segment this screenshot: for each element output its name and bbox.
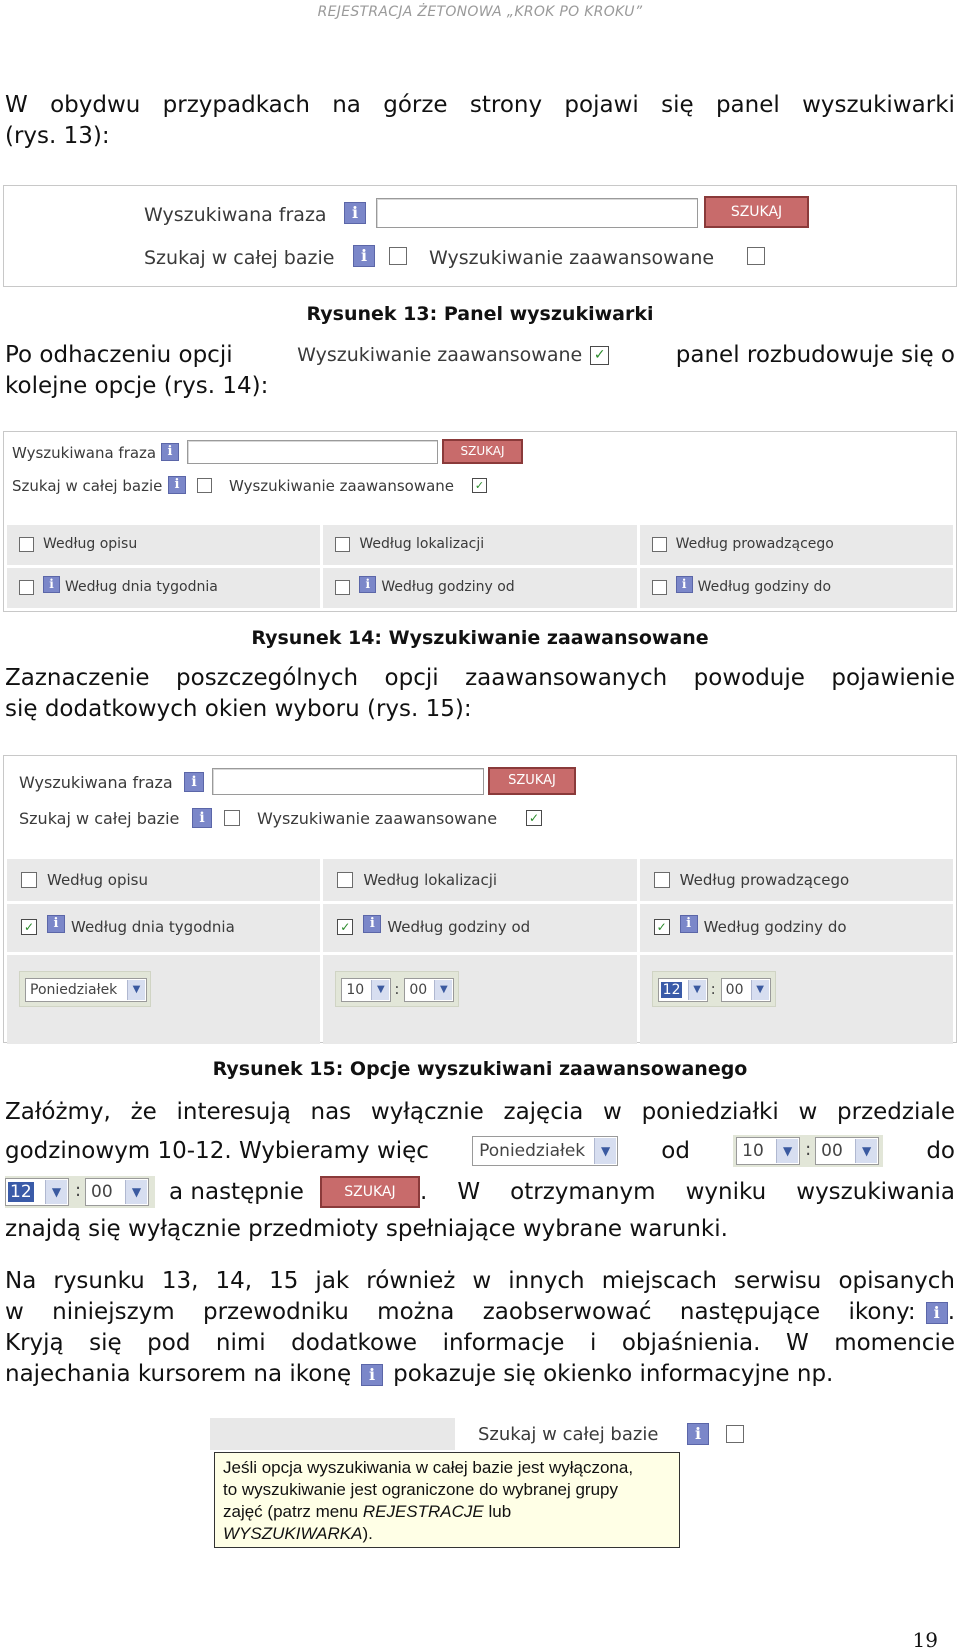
paragraph-text: . W otrzymanym wyniku wyszukiwania xyxy=(419,1179,955,1205)
tooltip-text: to wyszukiwanie jest ograniczone do wybranej grupy xyxy=(223,1480,618,1499)
by-hour-to-checkbox[interactable] xyxy=(652,580,667,595)
info-icon[interactable]: i xyxy=(687,1423,709,1445)
hour-to-value: 12 xyxy=(10,1182,32,1202)
tooltip-text: zajęć (patrz menu xyxy=(223,1502,363,1521)
weekday-select-inline[interactable] xyxy=(472,1136,618,1166)
search-button[interactable]: SZUKAJ xyxy=(442,439,523,464)
by-description-checkbox[interactable] xyxy=(19,537,34,552)
info-icon[interactable]: i xyxy=(47,915,65,933)
advanced-search-checkbox-checked[interactable] xyxy=(590,346,609,365)
search-phrase-input[interactable] xyxy=(212,768,484,795)
hour-to-inline xyxy=(5,1176,155,1208)
option-by-location xyxy=(323,525,636,565)
search-button-inline[interactable]: SZUKAJ xyxy=(320,1176,420,1208)
info-icon[interactable]: i xyxy=(359,576,376,593)
word: panel xyxy=(715,92,780,118)
paragraph-text: Kryją się pod nimi dodatkowe informacje i objaśnienia. W momencie xyxy=(5,1330,955,1356)
option-by-description xyxy=(7,859,320,901)
paragraph-text: się dodatkowych okien wyboru (rys. 15): xyxy=(5,696,472,722)
by-description-label: Według opisu xyxy=(43,536,138,552)
search-phrase-input[interactable] xyxy=(187,440,438,464)
by-hour-to-checkbox-checked[interactable] xyxy=(654,919,670,935)
advanced-search-checkbox[interactable] xyxy=(747,247,765,265)
by-location-checkbox[interactable] xyxy=(335,537,350,552)
option-by-weekday xyxy=(7,904,320,952)
weekday-select-value: Poniedziałek xyxy=(30,982,118,998)
by-location-label: Według lokalizacji xyxy=(359,536,485,552)
by-hour-from-label: Według godziny od xyxy=(387,918,531,936)
tooltip-menu-name: REJESTRACJE xyxy=(362,1502,484,1521)
advanced-options-grid xyxy=(4,856,956,1041)
paragraph-text: pokazuje się okienko informacyjne np. xyxy=(393,1361,834,1387)
chevron-down-icon: ▼ xyxy=(45,1180,67,1204)
select-frame xyxy=(19,971,151,1007)
chevron-down-icon: ▼ xyxy=(751,980,769,1000)
minute-from-value: 00 xyxy=(409,982,428,998)
option-by-location xyxy=(323,859,636,901)
search-all-checkbox[interactable] xyxy=(389,247,407,265)
option-by-lecturer xyxy=(640,525,953,565)
search-all-label: Szukaj w całej bazie xyxy=(478,1424,659,1445)
advanced-search-label: Wyszukiwanie zaawansowane xyxy=(297,344,583,366)
chevron-down-icon: ▼ xyxy=(855,1139,877,1163)
tooltip-text: ). xyxy=(362,1524,373,1543)
hour-from-select[interactable] xyxy=(736,1137,800,1165)
paragraph-4 xyxy=(5,1094,955,1246)
hour-to-select[interactable] xyxy=(5,1178,69,1206)
word: wyszukiwarki xyxy=(802,92,955,118)
info-icon[interactable]: i xyxy=(680,915,698,933)
by-weekday-label: Według dnia tygodnia xyxy=(65,579,218,595)
search-all-checkbox[interactable] xyxy=(726,1425,744,1443)
by-hour-to-label: Według godziny do xyxy=(697,579,832,595)
paragraph-text: znajdą się wyłącznie przedmioty spełniające wybrane warunki. xyxy=(5,1216,728,1242)
figure-14-advanced-search xyxy=(3,431,957,612)
figure-13-caption: Rysunek 13: Panel wyszukiwarki xyxy=(306,303,654,325)
minute-to-select[interactable] xyxy=(85,1178,149,1206)
hour-from-value: 10 xyxy=(346,982,365,998)
minute-to-value: 00 xyxy=(91,1182,113,1202)
option-by-hour-from xyxy=(323,904,636,952)
paragraph-text: Na rysunku 13, 14, 15 jak również w innych miejscach serwisu opisanych xyxy=(5,1268,955,1294)
minute-to-select[interactable] xyxy=(721,978,771,1002)
info-icon[interactable]: i xyxy=(168,476,186,494)
tooltip-text: lub xyxy=(483,1502,512,1521)
paragraph-text: najechania kursorem na ikonę xyxy=(5,1361,352,1387)
advanced-search-checkbox-checked[interactable] xyxy=(526,810,542,826)
paragraph-text: a następnie xyxy=(169,1179,304,1205)
paragraph-text: Zaznaczenie poszczególnych opcji zaawansowanych powoduje pojawienie xyxy=(5,665,955,691)
search-button[interactable]: SZUKAJ xyxy=(704,196,809,228)
paragraph-text: godzinowym 10-12. Wybieramy więc xyxy=(5,1138,429,1164)
word: górze xyxy=(383,92,448,118)
hour-to-select[interactable] xyxy=(658,978,708,1002)
option-by-hour-to xyxy=(640,568,953,608)
tooltip-text xyxy=(223,1523,671,1545)
word: pojawi xyxy=(564,92,639,118)
info-icon[interactable]: i xyxy=(361,1364,383,1386)
paragraph-text: Po odhaczeniu opcji xyxy=(5,342,233,368)
minute-to-value: 00 xyxy=(725,982,744,998)
info-icon[interactable]: i xyxy=(676,576,693,593)
search-button[interactable]: SZUKAJ xyxy=(488,767,576,795)
paragraph-text: od xyxy=(661,1138,690,1164)
hour-from-value: 10 xyxy=(742,1141,764,1161)
search-all-label: Szukaj w całej bazie xyxy=(12,477,163,495)
by-lecturer-checkbox[interactable] xyxy=(654,872,670,888)
word: na xyxy=(332,92,361,118)
chevron-down-icon: ▼ xyxy=(594,1138,616,1164)
minute-from-value: 00 xyxy=(821,1141,843,1161)
word: W xyxy=(5,92,28,118)
info-icon[interactable]: i xyxy=(344,202,366,224)
by-hour-from-checkbox[interactable] xyxy=(335,580,350,595)
chevron-down-icon: ▼ xyxy=(125,1180,147,1204)
word: przypadkach xyxy=(162,92,310,118)
tooltip-text xyxy=(223,1501,671,1523)
info-icon[interactable]: i xyxy=(363,915,381,933)
word: obydwu xyxy=(50,92,141,118)
chevron-down-icon: ▼ xyxy=(371,980,389,1000)
hour-from-select[interactable] xyxy=(341,978,391,1002)
advanced-search-label: Wyszukiwanie zaawansowane xyxy=(257,809,498,828)
select-frame xyxy=(335,971,459,1007)
advanced-search-label: Wyszukiwanie zaawansowane xyxy=(229,477,455,495)
info-icon[interactable]: i xyxy=(353,245,375,267)
hour-from-inline xyxy=(733,1135,883,1167)
info-tooltip xyxy=(214,1452,680,1548)
paragraph-text: do xyxy=(926,1138,955,1164)
minute-from-select[interactable] xyxy=(815,1137,879,1165)
figure-13-search-panel xyxy=(3,185,957,287)
phrase-label: Wyszukiwana fraza xyxy=(144,204,327,226)
paragraph-text: . xyxy=(947,1299,955,1325)
by-hour-from-label: Według godziny od xyxy=(381,579,515,595)
option-by-lecturer xyxy=(640,859,953,901)
paragraph-text: w niniejszym przewodniku można zaobserwować następujące ikony: xyxy=(5,1299,916,1325)
by-lecturer-checkbox[interactable] xyxy=(652,537,667,552)
paragraph-3 xyxy=(5,663,955,725)
hour-from-select-cell xyxy=(323,955,636,1044)
figure-background xyxy=(210,1418,455,1450)
by-lecturer-label: Według prowadzącego xyxy=(675,536,834,552)
by-lecturer-label: Według prowadzącego xyxy=(679,871,850,889)
by-weekday-label: Według dnia tygodnia xyxy=(71,918,235,936)
chevron-down-icon: ▼ xyxy=(688,980,706,1000)
by-description-label: Według opisu xyxy=(47,871,148,889)
advanced-options-grid xyxy=(4,522,956,610)
paragraph-2 xyxy=(5,340,955,402)
info-icon[interactable]: i xyxy=(161,443,179,461)
document-header: REJESTRACJA ŻETONOWA „KROK PO KROKU” xyxy=(317,4,643,20)
chevron-down-icon: ▼ xyxy=(434,980,452,1000)
paragraph-5 xyxy=(5,1266,955,1390)
hour-to-value: 12 xyxy=(662,982,681,998)
time-separator: : xyxy=(805,1139,812,1160)
phrase-label: Wyszukiwana fraza xyxy=(19,773,173,792)
chevron-down-icon: ▼ xyxy=(127,980,145,1000)
figure-15-advanced-options xyxy=(3,755,957,1043)
paragraph-text: Załóżmy, że interesują nas wyłącznie zajęcia w poniedziałki w przedziale xyxy=(5,1099,955,1125)
option-by-weekday xyxy=(7,568,320,608)
weekday-select-value: Poniedziałek xyxy=(479,1141,586,1161)
tooltip-menu-name: WYSZUKIWARKA xyxy=(223,1524,363,1543)
minute-from-select[interactable] xyxy=(404,978,454,1002)
hour-to-select-cell xyxy=(640,955,953,1044)
search-phrase-input[interactable] xyxy=(376,198,698,228)
info-icon[interactable]: i xyxy=(184,772,204,792)
intro-paragraph xyxy=(5,90,955,152)
paragraph-text: (rys. 13): xyxy=(5,123,110,149)
inline-advanced-option xyxy=(297,340,609,371)
time-separator: : xyxy=(75,1180,82,1201)
search-all-checkbox[interactable] xyxy=(224,810,240,826)
by-location-label: Według lokalizacji xyxy=(363,871,498,889)
figure-15-caption: Rysunek 15: Opcje wyszukiwani zaawansowanego xyxy=(212,1058,748,1080)
weekday-select-cell xyxy=(7,955,320,1044)
by-location-checkbox[interactable] xyxy=(337,872,353,888)
chevron-down-icon: ▼ xyxy=(776,1139,798,1163)
search-all-checkbox[interactable] xyxy=(197,478,212,493)
search-all-label: Szukaj w całej bazie xyxy=(19,809,180,828)
search-all-label: Szukaj w całej bazie xyxy=(144,247,335,269)
tooltip-example-figure xyxy=(210,1418,750,1563)
select-frame xyxy=(652,971,776,1007)
time-separator: : xyxy=(710,980,716,998)
info-icon[interactable]: i xyxy=(43,576,60,593)
word: strony xyxy=(469,92,543,118)
by-hour-from-checkbox-checked[interactable] xyxy=(337,919,353,935)
option-by-description xyxy=(7,525,320,565)
advanced-search-checkbox-checked[interactable] xyxy=(472,478,487,493)
page-number: 19 xyxy=(912,1628,938,1650)
by-weekday-checkbox[interactable] xyxy=(19,580,34,595)
time-separator: : xyxy=(394,980,400,998)
by-weekday-checkbox-checked[interactable] xyxy=(21,919,37,935)
paragraph-text: panel rozbudowuje się o xyxy=(675,342,955,368)
option-by-hour-from xyxy=(323,568,636,608)
info-icon[interactable]: i xyxy=(926,1302,948,1324)
word: się xyxy=(661,92,694,118)
by-description-checkbox[interactable] xyxy=(21,872,37,888)
figure-14-caption: Rysunek 14: Wyszukiwanie zaawansowane xyxy=(251,627,709,649)
by-hour-to-label: Według godziny do xyxy=(703,918,847,936)
tooltip-text: Jeśli opcja wyszukiwania w całej bazie jest wyłączona, xyxy=(223,1458,634,1477)
paragraph-text: kolejne opcje (rys. 14): xyxy=(5,373,269,399)
phrase-label: Wyszukiwana fraza xyxy=(12,444,157,462)
option-by-hour-to xyxy=(640,904,953,952)
advanced-search-label: Wyszukiwanie zaawansowane xyxy=(429,247,715,269)
info-icon[interactable]: i xyxy=(192,808,212,828)
weekday-select[interactable] xyxy=(25,978,147,1002)
